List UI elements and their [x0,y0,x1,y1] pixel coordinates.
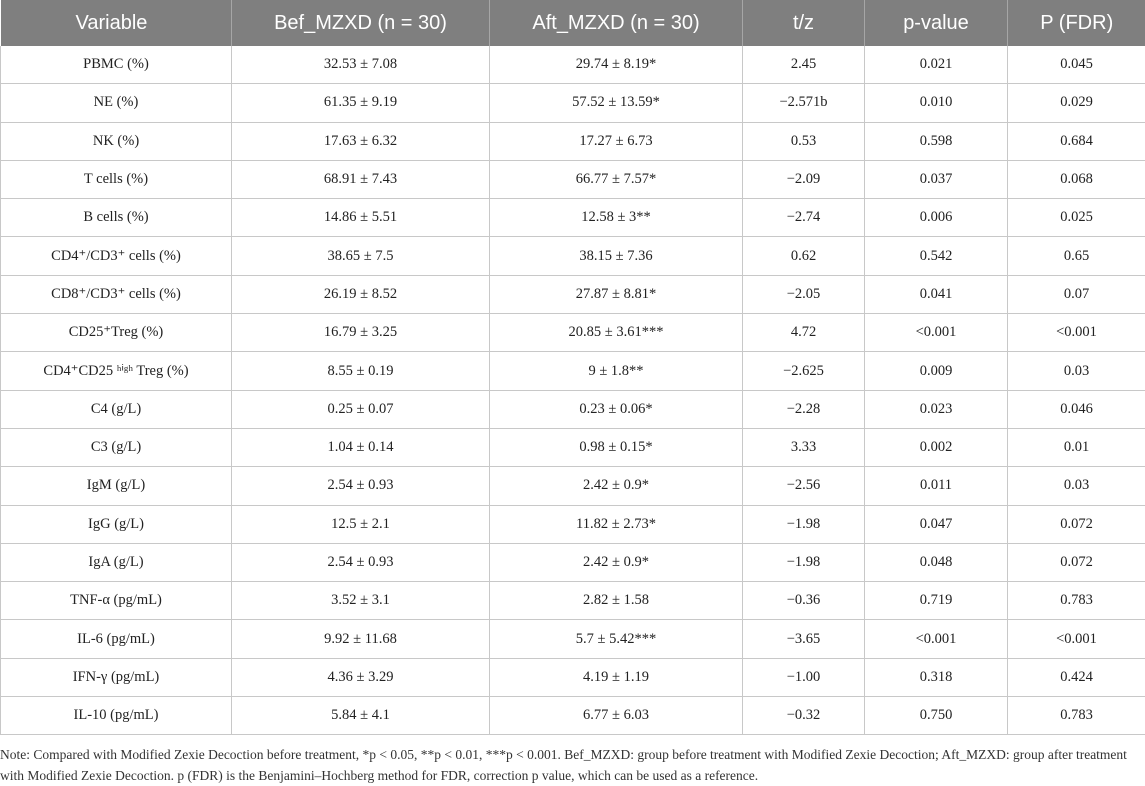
cell-bef-mzxd: 4.36 ± 3.29 [232,658,490,696]
cell-bef-mzxd: 5.84 ± 4.1 [232,697,490,735]
cell-aft-mzxd: 17.27 ± 6.73 [490,122,743,160]
cell-aft-mzxd: 57.52 ± 13.59* [490,84,743,122]
cell-aft-mzxd: 38.15 ± 7.36 [490,237,743,275]
cell-p-fdr: 0.072 [1008,543,1145,581]
cell-bef-mzxd: 2.54 ± 0.93 [232,467,490,505]
cell-t-z: −2.625 [743,352,865,390]
cell-t-z: −1.98 [743,505,865,543]
table-row [1,275,1145,313]
table-header-row [1,0,1145,46]
cell-p-fdr: 0.072 [1008,505,1145,543]
cell-variable: B cells (%) [1,199,232,237]
cell-p-value: 0.750 [865,697,1008,735]
cell-p-fdr: 0.068 [1008,160,1145,198]
cell-t-z: −2.09 [743,160,865,198]
cell-p-fdr: 0.65 [1008,237,1145,275]
cell-t-z: 0.53 [743,122,865,160]
table-row [1,697,1145,735]
cell-variable: C4 (g/L) [1,390,232,428]
table-row [1,390,1145,428]
cell-aft-mzxd: 27.87 ± 8.81* [490,275,743,313]
cell-variable: CD8⁺/CD3⁺ cells (%) [1,275,232,313]
cell-variable: TNF-α (pg/mL) [1,582,232,620]
table-row [1,467,1145,505]
header-t-z: t/z [743,0,865,46]
cell-p-fdr: 0.029 [1008,84,1145,122]
cell-p-fdr: 0.045 [1008,46,1145,84]
cell-aft-mzxd: 2.42 ± 0.9* [490,543,743,581]
header-bef-mzxd: Bef_MZXD (n = 30) [232,0,490,46]
header-aft-mzxd: Aft_MZXD (n = 30) [490,0,743,46]
cell-p-value: 0.719 [865,582,1008,620]
cell-bef-mzxd: 9.92 ± 11.68 [232,620,490,658]
table-row [1,122,1145,160]
cell-variable: CD25⁺Treg (%) [1,314,232,352]
cell-variable: NE (%) [1,84,232,122]
table-row [1,84,1145,122]
table-row [1,428,1145,466]
cell-p-value: 0.037 [865,160,1008,198]
cell-bef-mzxd: 68.91 ± 7.43 [232,160,490,198]
cell-t-z: −1.00 [743,658,865,696]
table-row [1,199,1145,237]
cell-p-value: 0.009 [865,352,1008,390]
cell-p-fdr: 0.07 [1008,275,1145,313]
table-body [1,46,1145,735]
cell-t-z: −2.28 [743,390,865,428]
cell-aft-mzxd: 29.74 ± 8.19* [490,46,743,84]
cell-aft-mzxd: 5.7 ± 5.42*** [490,620,743,658]
table-row [1,352,1145,390]
header-p-fdr: P (FDR) [1008,0,1145,46]
cell-p-fdr: 0.424 [1008,658,1145,696]
cell-bef-mzxd: 1.04 ± 0.14 [232,428,490,466]
table-row [1,620,1145,658]
cell-variable: IL-10 (pg/mL) [1,697,232,735]
cell-p-value: 0.023 [865,390,1008,428]
cell-bef-mzxd: 12.5 ± 2.1 [232,505,490,543]
cell-p-value: <0.001 [865,620,1008,658]
cell-bef-mzxd: 32.53 ± 7.08 [232,46,490,84]
cell-aft-mzxd: 12.58 ± 3** [490,199,743,237]
cell-p-fdr: 0.783 [1008,697,1145,735]
cell-p-value: 0.002 [865,428,1008,466]
cell-p-value: 0.048 [865,543,1008,581]
cell-p-value: 0.542 [865,237,1008,275]
table-row [1,46,1145,84]
cell-t-z: −0.32 [743,697,865,735]
cell-variable: T cells (%) [1,160,232,198]
cell-variable: NK (%) [1,122,232,160]
cell-t-z: −2.74 [743,199,865,237]
table-row [1,237,1145,275]
cell-aft-mzxd: 2.42 ± 0.9* [490,467,743,505]
cell-t-z: 4.72 [743,314,865,352]
cell-bef-mzxd: 0.25 ± 0.07 [232,390,490,428]
cell-t-z: −2.05 [743,275,865,313]
cell-aft-mzxd: 11.82 ± 2.73* [490,505,743,543]
cell-t-z: −3.65 [743,620,865,658]
cell-p-value: 0.318 [865,658,1008,696]
cell-aft-mzxd: 20.85 ± 3.61*** [490,314,743,352]
cell-bef-mzxd: 16.79 ± 3.25 [232,314,490,352]
cell-variable: IgM (g/L) [1,467,232,505]
table-row [1,160,1145,198]
table-note: Note: Compared with Modified Zexie Decoction before treatment, *p < 0.05, **p < 0.01, ***p < 0.001. Bef_MZXD: group before treatment with Modified Zexie Decoction; Aft_MZXD: group after treatment with Modified Zexie Decoction. p (FDR) is the Benjamini–Hochberg method for FDR, correction p value, which can be used as a reference. [0,747,1127,783]
cell-bef-mzxd: 17.63 ± 6.32 [232,122,490,160]
cell-aft-mzxd: 66.77 ± 7.57* [490,160,743,198]
cell-aft-mzxd: 9 ± 1.8** [490,352,743,390]
cell-t-z: −2.56 [743,467,865,505]
cell-p-value: 0.021 [865,46,1008,84]
table-row [1,314,1145,352]
table-row [1,658,1145,696]
cell-aft-mzxd: 0.98 ± 0.15* [490,428,743,466]
cell-p-value: <0.001 [865,314,1008,352]
cell-p-value: 0.041 [865,275,1008,313]
cell-t-z: −2.571b [743,84,865,122]
table-row [1,582,1145,620]
cell-aft-mzxd: 6.77 ± 6.03 [490,697,743,735]
cell-aft-mzxd: 2.82 ± 1.58 [490,582,743,620]
cell-p-fdr: 0.025 [1008,199,1145,237]
cell-t-z: −1.98 [743,543,865,581]
cell-t-z: 0.62 [743,237,865,275]
header-p-value: p-value [865,0,1008,46]
cell-p-value: 0.047 [865,505,1008,543]
cell-p-value: 0.011 [865,467,1008,505]
cell-t-z: 2.45 [743,46,865,84]
cell-p-fdr: 0.03 [1008,352,1145,390]
cell-variable: IFN-γ (pg/mL) [1,658,232,696]
cell-bef-mzxd: 61.35 ± 9.19 [232,84,490,122]
cell-p-fdr: <0.001 [1008,620,1145,658]
cell-aft-mzxd: 0.23 ± 0.06* [490,390,743,428]
cell-p-value: 0.598 [865,122,1008,160]
cell-variable: CD4⁺/CD3⁺ cells (%) [1,237,232,275]
header-variable: Variable [1,0,232,46]
cell-p-fdr: 0.684 [1008,122,1145,160]
cell-bef-mzxd: 8.55 ± 0.19 [232,352,490,390]
cell-variable: IL-6 (pg/mL) [1,620,232,658]
cell-bef-mzxd: 3.52 ± 3.1 [232,582,490,620]
cell-variable: IgG (g/L) [1,505,232,543]
cell-variable: PBMC (%) [1,46,232,84]
cell-p-fdr: 0.783 [1008,582,1145,620]
cell-t-z: 3.33 [743,428,865,466]
cell-t-z: −0.36 [743,582,865,620]
cell-bef-mzxd: 2.54 ± 0.93 [232,543,490,581]
cell-variable: C3 (g/L) [1,428,232,466]
cell-p-fdr: 0.046 [1008,390,1145,428]
cell-p-value: 0.010 [865,84,1008,122]
cell-p-fdr: <0.001 [1008,314,1145,352]
table-row [1,543,1145,581]
cell-p-fdr: 0.01 [1008,428,1145,466]
cell-variable: IgA (g/L) [1,543,232,581]
cell-bef-mzxd: 26.19 ± 8.52 [232,275,490,313]
cell-bef-mzxd: 14.86 ± 5.51 [232,199,490,237]
cell-p-value: 0.006 [865,199,1008,237]
cell-p-fdr: 0.03 [1008,467,1145,505]
cell-variable: CD4⁺CD25 ʰⁱᵍʰ Treg (%) [1,352,232,390]
cell-aft-mzxd: 4.19 ± 1.19 [490,658,743,696]
cell-bef-mzxd: 38.65 ± 7.5 [232,237,490,275]
table-row [1,505,1145,543]
